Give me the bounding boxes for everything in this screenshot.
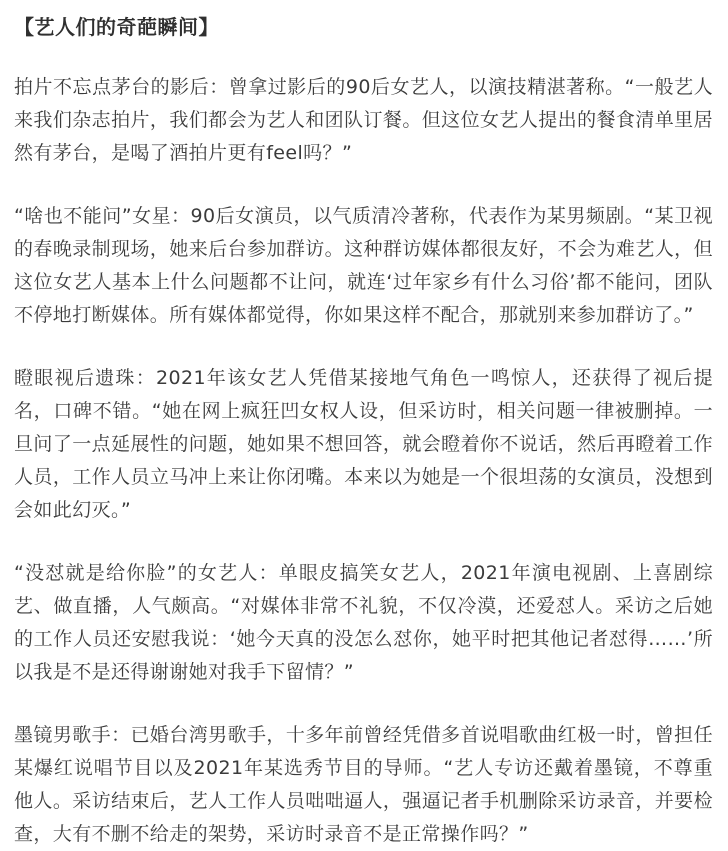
paragraph-maotai-actress: 拍片不忘点茅台的影后：曾拿过影后的90后女艺人，以演技精湛著称。“一般艺人来我们杂志拍片，我们都会为艺人和团队订餐。但这位女艺人提出的餐食清单里居然有茅台，是喝了酒拍片更有feel吗？”	[14, 76, 713, 164]
paragraph-sunglasses-singer: 墨镜男歌手：已婚台湾男歌手，十多年前曾经凭借多首说唱歌曲红极一时，曾担任某爆红说唱节目以及2021年某选秀节目的导师。“艺人专访还戴着墨镜，不尊重他人。采访结束后，艺人工作人员咄咄逼人，强逼记者手机删除采访录音，并要检查，大有不删不给走的架势，采访时录音不是正常操作吗？”	[14, 724, 713, 845]
paragraph-staring-actress: 瞪眼视后遗珠：2021年该女艺人凭借某接地气角色一鸣惊人，还获得了视后提名，口碑不错。“她在网上疯狂凹女权人设，但采访时，相关问题一律被删掉。一旦问了一点延展性的问题，她如果不想回答，就会瞪着你不说话，然后再瞪着工作人员，工作人员立马冲上来让你闭嘴。本来以为她是一个很坦荡的女演员，没想到会如此幻灭。”	[14, 367, 713, 521]
paragraph-snappy-comedienne: “没怼就是给你脸”的女艺人：单眼皮搞笑女艺人，2021年演电视剧、上喜剧综艺、做直播，人气颇高。“对媒体非常不礼貌，不仅冷漠，还爱怼人。采访之后她的工作人员还安慰我说：‘她今天真的没怎么怼你，她平时把其他记者怼得……’所以我是不是还得谢谢她对我手下留情？”	[14, 562, 713, 683]
article-title: 【艺人们的奇葩瞬间】	[14, 15, 219, 39]
paragraph-no-questions-star: “啥也不能问”女星：90后女演员，以气质清冷著称，代表作为某男频剧。“某卫视的春晚录制现场，她来后台参加群访。这种群访媒体都很友好，不会为难艺人，但这位女艺人基本上什么问题都不让问，就连‘过年家乡有什么习俗’都不能问，团队不停地打断媒体。所有媒体都觉得，你如果这样不配合，那就别来参加群访了。”	[14, 205, 713, 326]
